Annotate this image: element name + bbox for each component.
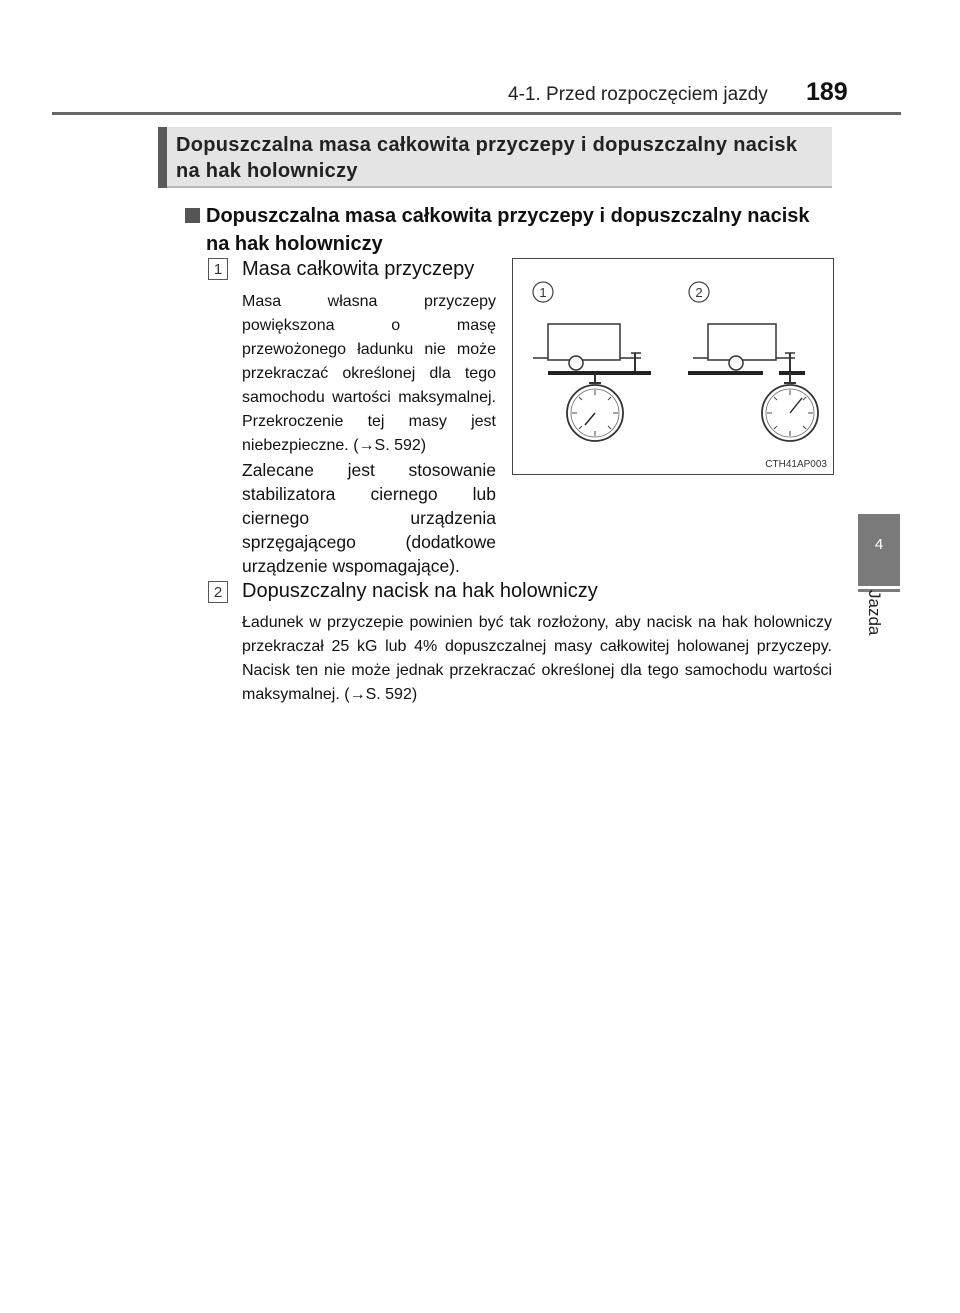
subheading-text: Dopuszczalna masa całkowita przyczepy i dopuszczalny nacisk na hak holowniczy <box>206 205 810 255</box>
item-1-paragraph-1: Masa własna przyczepy powiększona o masę przewożonego ładunku nie może przekraczać określonej dla tego samochodu wartości maksymalnej. Przekroczenie tej masy jest niebezpieczne. (→S. 592) <box>242 293 496 454</box>
figure-code: CTH41AP003 <box>765 459 827 470</box>
section-title: 4-1. Przed rozpoczęciem jazdy <box>508 84 768 105</box>
scene-2-hitch-on-scale <box>688 324 818 441</box>
trailer-1-wheel <box>569 356 583 370</box>
page-number: 189 <box>806 78 848 106</box>
hitch-load-figure <box>512 258 834 475</box>
trailer-2-wheel <box>729 356 743 370</box>
figure-label-1: 1 <box>539 285 547 300</box>
trailer-2-body <box>708 324 776 360</box>
banner-accent <box>158 127 167 188</box>
header-rule <box>52 112 901 115</box>
item-1-title: Masa całkowita przyczepy <box>242 258 475 280</box>
chapter-label: Jazda <box>865 590 884 636</box>
section-banner <box>158 127 832 188</box>
square-bullet-icon <box>185 208 200 223</box>
trailer-scale-illustration <box>513 259 835 476</box>
item-1-paragraph-2: Zalecane jest stosowanie stabilizatora ciernego lub ciernego urządzenia sprzęgającego (dodatkowe urządzenie wspomagające). <box>242 460 496 576</box>
subheading <box>185 202 835 258</box>
item-2-paragraph-1: Ładunek w przyczepie powinien być tak rozłożony, aby nacisk na hak holowniczy przekraczał 25 kG lub 4% dopuszczalnej masy całkowitej holowanej przyczepy. Nacisk ten nie może jednak przekraczać określonej dla tego samochodu wartości maksymalnej. (→S. 592) <box>242 614 832 703</box>
figure-label-2: 2 <box>695 285 703 300</box>
item-2-title: Dopuszczalny nacisk na hak holowniczy <box>242 580 598 602</box>
item-1-number-badge: 1 <box>208 258 228 280</box>
item-2-number-badge: 2 <box>208 581 228 603</box>
chapter-number: 4 <box>874 536 884 553</box>
scene-1-trailer-on-scale <box>533 324 651 441</box>
banner-title: Dopuszczalna masa całkowita przyczepy i dopuszczalny nacisk na hak holowniczy <box>176 134 798 182</box>
trailer-1-body <box>548 324 620 360</box>
chapter-tab <box>858 514 900 586</box>
